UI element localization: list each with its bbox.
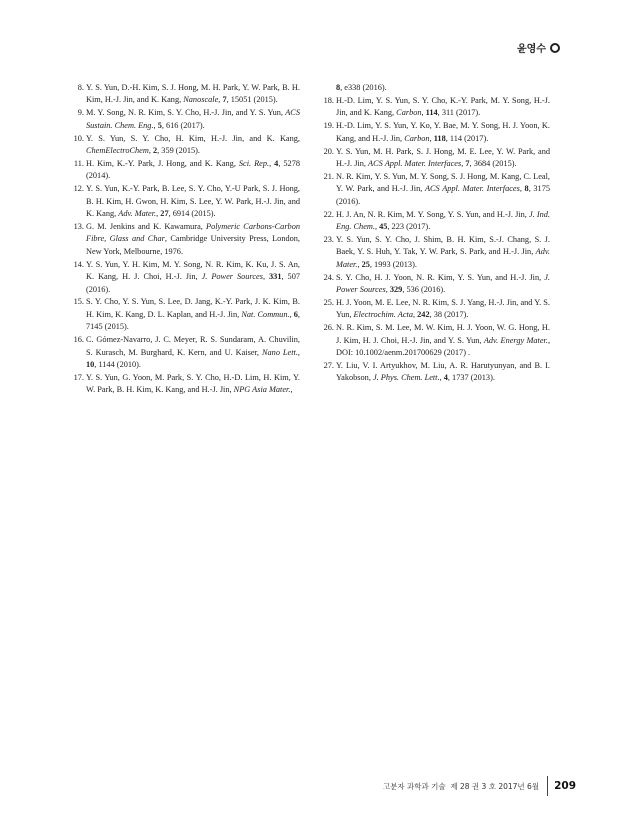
journal-title: Nano Lett. (261, 347, 298, 357)
journal-title: Adv. Mater. (336, 247, 550, 269)
volume-number: 27 (160, 209, 169, 219)
reference-number: 12. (73, 184, 84, 194)
reference-text: Y. S. Yun, S. Y. Cho, H. Kim, H.-J. Jin, and K. Kang, ChemElectroChem, 2, 359 (2015). (86, 133, 300, 156)
reference-item (320, 322, 550, 359)
reference-text: Y. S. Yun, S. Y. Cho, J. Shim, B. H. Kim, S.-J. Chang, S. J. Baek, Y. S. Huh, Y. Tak, Y. W. Park, S. Park, and H.-J. Jin, Adv. Mater., 25, 1993 (2013). (336, 234, 550, 269)
volume-number: 118 (433, 133, 446, 143)
volume-number: 5 (157, 120, 162, 130)
page-footer (383, 776, 576, 796)
reference-number: 10. (73, 133, 84, 143)
reference-item (320, 272, 550, 297)
journal-title: J. Ind. Eng. Chem. (336, 209, 551, 231)
reference-number: 17. (73, 372, 84, 382)
reference-item (320, 171, 550, 208)
volume-number: 8 (336, 83, 341, 92)
journal-title: ChemElectroChem (86, 146, 149, 156)
reference-item (320, 360, 550, 385)
reference-text: 8, e338 (2016). (336, 83, 387, 92)
reference-item (70, 372, 300, 397)
reference-item (70, 259, 300, 296)
reference-number: 8. (77, 83, 84, 92)
journal-name: 고분자 과학과 기술 (382, 781, 446, 791)
reference-number: 24. (323, 272, 334, 282)
journal-title: J. Phys. Chem. Lett. (372, 373, 440, 383)
journal-title: J. Power Sources (336, 272, 550, 294)
reference-item (320, 82, 550, 94)
reference-text: H.-D. Lim, Y. S. Yun, Y. Ko, Y. Bae, M. Y. Song, H. J. Yoon, K. Kang, and H.-J. Jin, Carbon, 118, 114 (2017). (336, 121, 550, 143)
circle-bullet-icon (550, 43, 560, 53)
volume-number: 331 (269, 272, 282, 282)
volume-number: 45 (379, 221, 388, 231)
reference-number: 21. (323, 171, 334, 181)
reference-item (70, 221, 300, 258)
reference-number: 19. (323, 121, 334, 131)
journal-title: Adv. Mater. (118, 209, 157, 219)
reference-item (320, 234, 550, 271)
volume-number: 7 (222, 95, 227, 105)
reference-number: 22. (323, 209, 334, 219)
reference-text: S. Y. Cho, H. J. Yoon, N. R. Kim, Y. S. Yun, and H.-J. Jin, J. Power Sources, 329, 536 (2016). (336, 272, 550, 294)
volume-number: 2 (152, 146, 158, 156)
volume-number: 242 (417, 310, 430, 320)
reference-number: 23. (323, 234, 334, 244)
volume-number: 329 (389, 285, 403, 294)
volume-number: 4 (274, 158, 279, 168)
volume-number: 114 (425, 108, 438, 118)
author-name: 윤영수 (517, 44, 546, 55)
reference-item (70, 133, 300, 158)
reference-item (320, 120, 550, 145)
reference-text: Y. S. Yun, G. Yoon, M. Park, S. Y. Cho, H.-D. Lim, H. Kim, Y. W. Park, B. H. Kim, K. Kang, and H.-J. Jin, NPG Asia Mater., (86, 372, 300, 395)
journal-title: NPG Asia Mater. (233, 385, 291, 395)
volume-number: 25 (361, 259, 370, 269)
reference-text: M. Y. Song, N. R. Kim, S. Y. Cho, H.-J. Jin, and Y. S. Yun, ACS Sustain. Chem. Eng., 5, 616 (2017). (86, 108, 300, 130)
reference-item (320, 146, 550, 171)
reference-text: H. Kim, K.-Y. Park, J. Hong, and K. Kang, Sci. Rep., 4, 5278 (2014). (86, 158, 300, 181)
journal-title: Polymeric Carbons-Carbon Fibre, Glass and Char (86, 221, 300, 244)
reference-number: 16. (73, 335, 84, 345)
journal-title: ACS Appl. Mater. Interfaces (368, 158, 462, 168)
volume-number: 10 (86, 359, 95, 369)
reference-number: 13. (73, 221, 84, 231)
reference-text: G. M. Jenkins and K. Kawamura, Polymeric Carbons-Carbon Fibre, Glass and Char, Cambridge University Press, London, New York, Melbourne, 1976. (86, 221, 300, 256)
reference-item (320, 95, 550, 120)
reference-number: 18. (323, 95, 334, 105)
reference-item (70, 158, 300, 183)
reference-item (70, 334, 300, 371)
reference-item (70, 82, 300, 107)
reference-number: 25. (323, 297, 334, 307)
reference-item (70, 296, 300, 333)
reference-item (320, 297, 550, 322)
reference-number: 11. (73, 158, 84, 168)
reference-item (70, 183, 300, 220)
reference-text: Y. S. Yun, M. H. Park, S. J. Hong, M. E. Lee, Y. W. Park, and H.-J. Jin, ACS Appl. Mater. Interfaces, 7, 3684 (2015). (336, 146, 550, 168)
volume-number: 4 (443, 373, 448, 383)
reference-text: Y. Liu, V. I. Artyukhov, M. Liu, A. R. Harutyunyan, and B. I. Yakobson, J. Phys. Chem. Lett., 4, 1737 (2013). (336, 360, 550, 383)
reference-number: 9. (77, 108, 84, 118)
reference-text: S. Y. Cho, Y. S. Yun, S. Lee, D. Jang, K.-Y. Park, J. K. Kim, B. H. Kim, K. Kang, D. L. Kaplan, and H.-J. Jin, Nat. Commun., 6, 7145 (2015). (86, 297, 300, 332)
issue-info: 제 28 권 3 호 2017년 6월 (450, 781, 540, 791)
page-number: 209 (554, 780, 576, 792)
volume-number: 7 (465, 158, 470, 168)
journal-title: Adv. Energy Mater. (483, 335, 548, 345)
reference-text: H.-D. Lim, Y. S. Yun, S. Y. Cho, K.-Y. Park, M. Y. Song, H.-J. Jin, and K. Kang, Carbon, 114, 311 (2017). (336, 95, 550, 118)
journal-title: Sci. Rep. (238, 158, 270, 168)
journal-title: Carbon (404, 133, 430, 143)
reference-text: Y. S. Yun, Y. H. Kim, M. Y. Song, N. R. Kim, K. Ku, J. S. An, K. Kang, H. J. Choi, H.-J. Jin, J. Power Sources, 331, 507 (2016). (86, 259, 300, 294)
reference-number: 20. (323, 146, 334, 156)
reference-text: Y. S. Yun, D.-H. Kim, S. J. Hong, M. H. Park, Y. W. Park, B. H. Kim, H.-J. Jin, and K. Kang, Nanoscale, 7, 15051 (2015). (86, 83, 300, 105)
journal-title: ACS Sustain. Chem. Eng. (86, 108, 300, 130)
reference-item (70, 107, 300, 132)
reference-text: H. J. An, N. R. Kim, M. Y. Song, Y. S. Yun, and H.-J. Jin, J. Ind. Eng. Chem., 45, 223 (2017). (336, 209, 551, 231)
references-column-right (320, 82, 550, 385)
journal-title: J. Power Sources (201, 272, 263, 282)
running-header (517, 40, 560, 55)
reference-number: 26. (323, 323, 334, 333)
reference-text: C. Gómez-Navarro, J. C. Meyer, R. S. Sundaram, A. Chuvilin, S. Kurasch, M. Burghard, K. Kern, and U. Kaiser, Nano Lett., 10, 1144 (2010). (86, 335, 300, 369)
volume-number: 8 (524, 184, 529, 194)
reference-item (320, 209, 550, 234)
references-column-left (70, 82, 300, 397)
volume-number: 6 (293, 309, 298, 319)
journal-title: Electrochim. Acta (353, 310, 413, 320)
reference-number: 14. (73, 259, 84, 269)
reference-text: N. R. Kim, S. M. Lee, M. W. Kim, H. J. Yoon, W. G. Hong, H. J. Kim, H. J. Choi, H.-J. Jin, and Y. S. Yun, Adv. Energy Mater., DOI: 10.1002/aenm.201700629 (2017) . (336, 323, 551, 358)
reference-text: H. J. Yoon, M. E. Lee, N. R. Kim, S. J. Yang, H.-J. Jin, and Y. S. Yun, Electrochim. Acta, 242, 38 (2017). (336, 297, 550, 320)
reference-text: Y. S. Yun, K.-Y. Park, B. Lee, S. Y. Cho, Y.-U Park, S. J. Hong, B. H. Kim, H. Gwon, H. Kim, S. Lee, Y. W. Park, H.-J. Jin, and K. Kang, Adv. Mater., 27, 6914 (2015). (86, 184, 300, 219)
journal-title: Nanoscale (183, 95, 219, 105)
reference-number: 27. (323, 360, 334, 370)
footer-divider (547, 776, 548, 796)
journal-title: ACS Appl. Mater. Interfaces (424, 184, 520, 194)
journal-title: Nat. Commun. (241, 309, 290, 319)
reference-number: 15. (73, 297, 84, 307)
journal-title: Carbon (396, 108, 422, 118)
reference-text: N. R. Kim, Y. S. Yun, M. Y. Song, S. J. Hong, M. Kang, C. Leal, Y. W. Park, and H.-J. Jin, ACS Appl. Mater. Interfaces, 8, 3175 (2016). (336, 171, 550, 206)
